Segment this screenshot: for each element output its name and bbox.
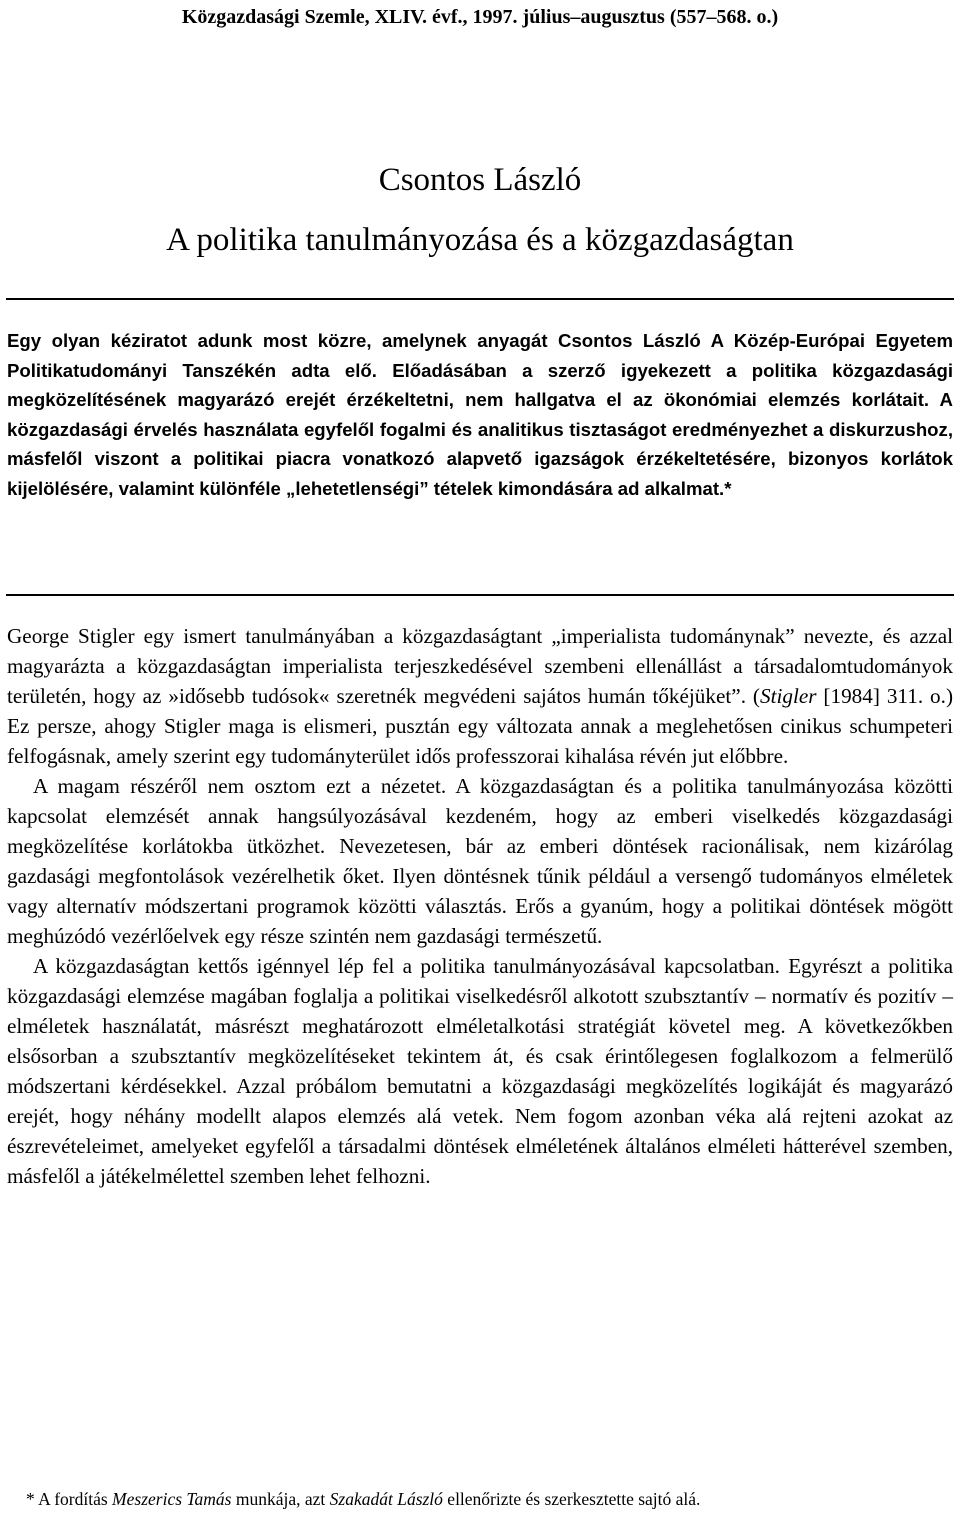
abstract: [7, 326, 953, 503]
body-paragraph-2: A magam részéről nem osztom ezt a nézetet. A közgazdaságtan és a politika tanulmányozása közötti kapcsolat elemzését annak hangsúlyozásával kezdeném, hogy az emberi viselkedés közgazdasági megközelítése korlátokba ütközhet. Nevezetesen, bár az emberi döntések racionálisak, nem kizárólag gazdasági megfontolások vezérelhetik őket. Ilyen döntésnek tűnik például a versengő tudományos elméletek vagy alternatív módszertani programok közötti választás. Erős a gyanúm, hogy a politikai döntések mögött meghúzódó vezérlőelvek egy része szintén nem gazdasági természetű.: [7, 774, 953, 948]
body-paragraph-1: [7, 621, 953, 771]
footnote-prefix: * A fordítás: [26, 1489, 113, 1509]
abstract-top-rule: [6, 298, 954, 300]
abstract-bottom-rule: [6, 594, 954, 596]
article-author: Csontos László: [378, 162, 582, 198]
footnote-translator: Meszerics Tamás: [112, 1489, 232, 1509]
article-title: A politika tanulmányozása és a közgazdaságtan: [166, 222, 794, 258]
footnote-editor: Szakadát László: [329, 1489, 443, 1509]
article-body: [7, 621, 953, 1191]
citation-author: Stigler: [759, 684, 817, 708]
body-paragraph-3: A közgazdaságtan kettős igénnyel lép fel a politika tanulmányozásával kapcsolatban. Egyrészt a politika közgazdasági elemzése magában foglalja a politikai viselkedésről alkotott szubsztantív – normatív és pozitív – elméletek használatát, másrészt meghatározott elméletalkotási stratégiát követel meg. A következőkben elsősorban a szubsztantív megközelítéseket tekintem át, és csak érintőlegesen foglalkozom a felmerülő módszertani kérdésekkel. Azzal próbálom bemutatni a közgazdasági megközelítés logikáját és magyarázó erejét, hogy néhány modellt alapos elemzés alá vetek. Nem fogom azonban véka alá rejteni azokat az észrevételeimet, amelyeket egyfelől a társadalmi döntések elméletének általános elméleti hátterével szemben, másfelől a játékelmélettel szemben lehet felhozni.: [7, 954, 953, 1188]
body-paragraph-1-part-b: [1984] 311. o.) Ez persze, ahogy Stigler maga is elismeri, pusztán egy változata annak a meglehetősen cinikus schumpeteri felfogásnak, amely szerint egy tudományterület idős professzorai kihalása révén jut előbbre.: [7, 684, 953, 768]
body-paragraph-1-part-a: George Stigler egy ismert tanulmányában a közgazdaságtant „imperialista tudománynak” nevezte, és azzal magyarázta a közgazdaságtan imperialista terjeszkedésével szembeni ellenállást a társadalomtudományok területén, hogy az »idősebb tudósok« szeretnék megvédeni sajátos humán tőkéjüket”. (: [7, 624, 953, 708]
footnote: [26, 1487, 953, 1511]
footnote-suffix: ellenőrizte és szerkesztette sajtó alá.: [442, 1489, 701, 1509]
journal-header: Közgazdasági Szemle, XLIV. évf., 1997. július–augusztus (557–568. o.): [181, 6, 779, 28]
footnote-middle: munkája, azt: [231, 1489, 330, 1509]
abstract-text: Egy olyan kéziratot adunk most közre, amelynek anyagát Csontos László A Közép-Európai Egyetem Politikatudományi Tanszékén adta elő. Előadásában a szerző igyekezett a politika közgazdasági megközelítésének magyarázó erejét érzékeltetni, nem hallgatva el az ökonómiai elemzés korlátait. A közgazdasági érvelés használata egyfelől fogalmi és analitikus tisztaságot eredményezhet a diskurzushoz, másfelől viszont a politikai piacra vonatkozó alapvető igazságok érzékeltetésére, bizonyos korlátok kijelölésére, valamint különféle „lehetetlenségi” tételek kimondására ad alkalmat.*: [7, 330, 953, 499]
